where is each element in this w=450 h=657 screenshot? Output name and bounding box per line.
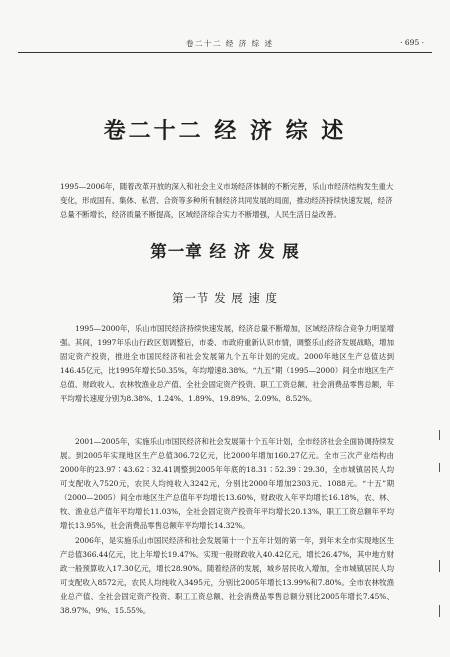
scan-edge-mark	[439, 430, 440, 440]
body-paragraph-2006: 2006年，是实施乐山市国民经济和社会发展第十一个五年计划的第一年，到年末全市实现地区生产总值366.44亿元，比上年增长19.47%。实现一般财政收入40.42亿元，增长26.47%，其中地方财政一般预算收入17.30亿元，增长28.90%。随着经济的发展，城乡居民收入增加，全市城镇居民人均可支配收入8572元，农民人均纯收入3495元，分别比2005年增长13.99%和7.80%。全市农林牧渔业总产值、全社会固定资产投资、职工工资总额、社会消费品零售总额分别比2005年增长7.45%、38.97%、9%、15.55%。	[60, 536, 394, 615]
section-title: 第一节 发 展 速 度	[171, 291, 279, 305]
page-number: · 695 ·	[400, 38, 424, 47]
scan-edge-mark	[439, 463, 440, 472]
volume-title: 卷二十二 经 济 综 述	[103, 119, 347, 144]
scan-edge-mark	[439, 605, 440, 617]
page-header	[18, 36, 432, 53]
scan-edge-mark	[439, 560, 440, 572]
body-paragraph-1995-2000: 1995—2000年，乐山市国民经济持续快速发展，经济总量不断增加，区域经济综合竞争力明显增强。其间，1997年乐山行政区划调整后，市委、市政府重新认识市情，调整乐山经济发展战略，增加固定资产投资，推进全市国民经济和社会发展第九个五年计划的完成。2000年地区生产总值达到146.45亿元，比1995年增长50.35%，年均增速8.38%。“九五”期（1995—2000）间全市地区生产总值、财政收入、农林牧渔业总产值、全社会固定资产投资、职工工资总额、社会消费品零售总额，年平均增长速度分别为8.38%、1.24%、1.89%、19.89%、2.09%、8.52%。	[60, 324, 394, 403]
chapter-title: 第一章 经 济 发 展	[150, 242, 300, 261]
body-paragraph-2001-2005: 2001—2005年，实施乐山市国民经济和社会发展第十个五年计划，全市经济社会全面协调持续发展。到2005年实现地区生产总值306.72亿元，比2000年增加160.27亿元。全市三次产业结构由2000年的23.97∶43.62∶32.41调整到2005年年底的18.31∶52.39∶29.30，全市城镇居民人均可支配收入7520元，农民人均纯收入3242元，分别比2000年增加2303元、1088元。“十五”期（2000—2005）间全市地区生产总值年平均增长13.60%，财政收入年平均增长16.18%，农、林、牧、渔业总产值年平均增长11.03%，全社会固定资产投资年平均增长20.13%，职工工资总额年平均增长13.95%，社会消费品零售总额年平均增长14.32%。	[60, 437, 394, 530]
running-head: 卷二十二 经 济 综 述	[186, 39, 274, 48]
intro-paragraph: 1995—2006年，随着改革开放的深入和社会主义市场经济体制的不断完善，乐山市经济结构发生重大变化，形成国有、集体、私营、合资等多种所有制经济共同发展的局面，推动经济持续快速发展，经济总量不断增长，经济质量不断提高，区域经济综合实力不断增强，人民生活日益改善。	[60, 182, 394, 219]
